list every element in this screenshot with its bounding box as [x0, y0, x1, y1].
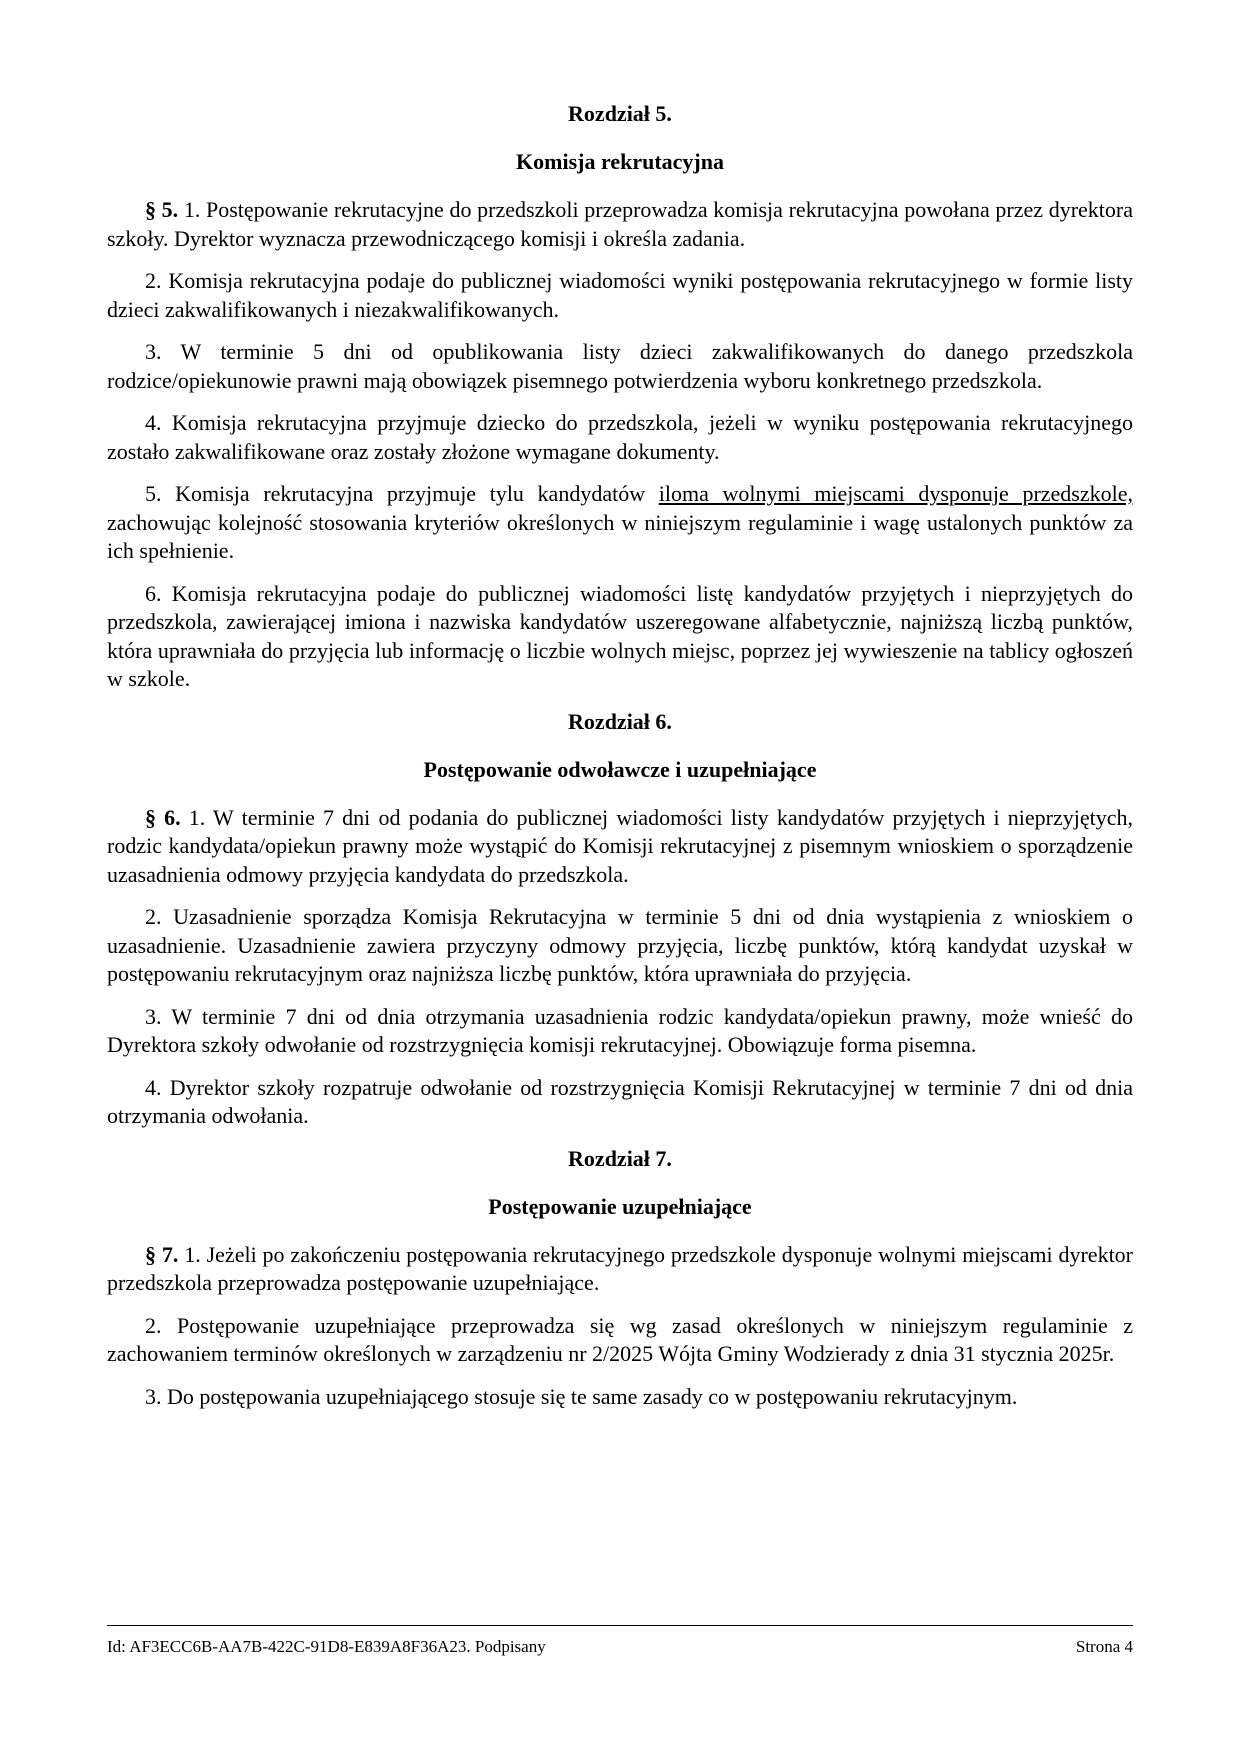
paragraph: 2. Uzasadnienie sporządza Komisja Rekrutacyjna w terminie 5 dni od dnia wystąpienia z wnioskiem o uzasadnienie. Uzasadnienie zawiera przyczyny odmowy przyjęcia, liczbę punktów, którą kandydat uzyskał w postępowaniu rekrutacyjnym oraz najniższa liczbę punktów, która uprawniała do przyjęcia.: [107, 904, 1133, 986]
chapter-number: Rozdział 6.: [568, 708, 672, 734]
chapter-number: Rozdział 5.: [568, 101, 672, 126]
section-mark: § 7.: [145, 1241, 179, 1267]
paragraph: 3. Do postępowania uzupełniającego stosuje się te same zasady co w postępowaniu rekrutacyjnym.: [145, 1383, 1018, 1409]
chapter-title: Komisja rekrutacyjna: [516, 149, 724, 174]
paragraph: 6. Komisja rekrutacyjna podaje do publicznej wiadomości listę kandydatów przyjętych i nieprzyjętych do przedszkola, zawierającej imiona i nazwiska kandydatów uszeregowane alfabetycznie, najniższą liczbą punktów, która uprawniała do przyjęcia lub informację o liczbie wolnych miejsc, poprzez jej wywieszenie na tablicy ogłoszeń w szkole.: [107, 580, 1133, 691]
underlined-text: iloma wolnymi miejscami dysponuje przedszkole,: [658, 481, 1133, 506]
chapter-title: Postępowanie uzupełniające: [488, 1193, 752, 1219]
paragraph-text: 1. Postępowanie rekrutacyjne do przedszkoli przeprowadza komisja rekrutacyjna powołana przez dyrektora szkoły. Dyrektor wyznacza przewodniczącego komisji i określa zadania.: [107, 197, 1133, 251]
paragraph: [107, 1241, 1133, 1298]
paragraph: 4. Komisja rekrutacyjna przyjmuje dziecko do przedszkola, jeżeli w wyniku postępowania rekrutacyjnego zostało zakwalifikowane oraz zostały złożone wymagane dokumenty.: [107, 410, 1133, 464]
document-page: [107, 100, 1133, 1425]
paragraph-text: 1. W terminie 7 dni od podania do publicznej wiadomości listy kandydatów przyjętych i nieprzyjętych, rodzic kandydata/opiekun prawny może wystąpić do Komisji rekrutacyjnej z pisemnym wnioskiem o sporządzenie uzasadnienia odmowy przyjęcia kandydata do przedszkola.: [107, 804, 1133, 887]
paragraph: 3. W terminie 5 dni od opublikowania listy dzieci zakwalifikowanych do danego przedszkola rodzice/opiekunowie prawni mają obowiązek pisemnego potwierdzenia wyboru konkretnego przedszkola.: [107, 339, 1133, 393]
section-mark: § 5.: [145, 197, 179, 222]
page-footer: [107, 1625, 1133, 1658]
paragraph: 3. W terminie 7 dni od dnia otrzymania uzasadnienia rodzic kandydata/opiekun prawny, może wnieść do Dyrektora szkoły odwołanie od rozstrzygnięcia komisji rekrutacyjnej. Obowiązuje forma pisemna.: [107, 1003, 1133, 1057]
chapter-title: Postępowanie odwoławcze i uzupełniające: [423, 756, 817, 782]
paragraph-text: zachowując kolejność stosowania kryteriów określonych w niniejszym regulaminie i wagę ustalonych punktów za ich spełnienie.: [107, 509, 1133, 563]
chapter-number: Rozdział 7.: [568, 1145, 672, 1171]
paragraph-text: 5. Komisja rekrutacyjna przyjmuje tylu kandydatów: [145, 481, 659, 506]
document-id: Id: AF3ECC6B-AA7B-422C-91D8-E839A8F36A23. Podpisany: [107, 1637, 546, 1656]
paragraph: 2. Postępowanie uzupełniające przeprowadza się wg zasad określonych w niniejszym regulaminie z zachowaniem terminów określonych w zarządzeniu nr 2/2025 Wójta Gminy Wodzierady z dnia 31 stycznia 2025r.: [107, 1312, 1133, 1366]
page-number: Strona 4: [1075, 1637, 1133, 1656]
paragraph: 2. Komisja rekrutacyjna podaje do publicznej wiadomości wyniki postępowania rekrutacyjnego w formie listy dzieci zakwalifikowanych i niezakwalifikowanych.: [107, 268, 1133, 322]
paragraph-text: 1. Jeżeli po zakończeniu postępowania rekrutacyjnego przedszkole dysponuje wolnymi miejscami dyrektor przedszkola przeprowadza postępowanie uzupełniające.: [107, 1241, 1134, 1295]
paragraph: [107, 480, 1133, 566]
section-mark: § 6.: [145, 804, 181, 830]
paragraph: [107, 804, 1133, 890]
paragraph: 4. Dyrektor szkoły rozpatruje odwołanie od rozstrzygnięcia Komisji Rekrutacyjnej w terminie 7 dni od dnia otrzymania odwołania.: [107, 1074, 1133, 1128]
paragraph: [107, 196, 1133, 253]
